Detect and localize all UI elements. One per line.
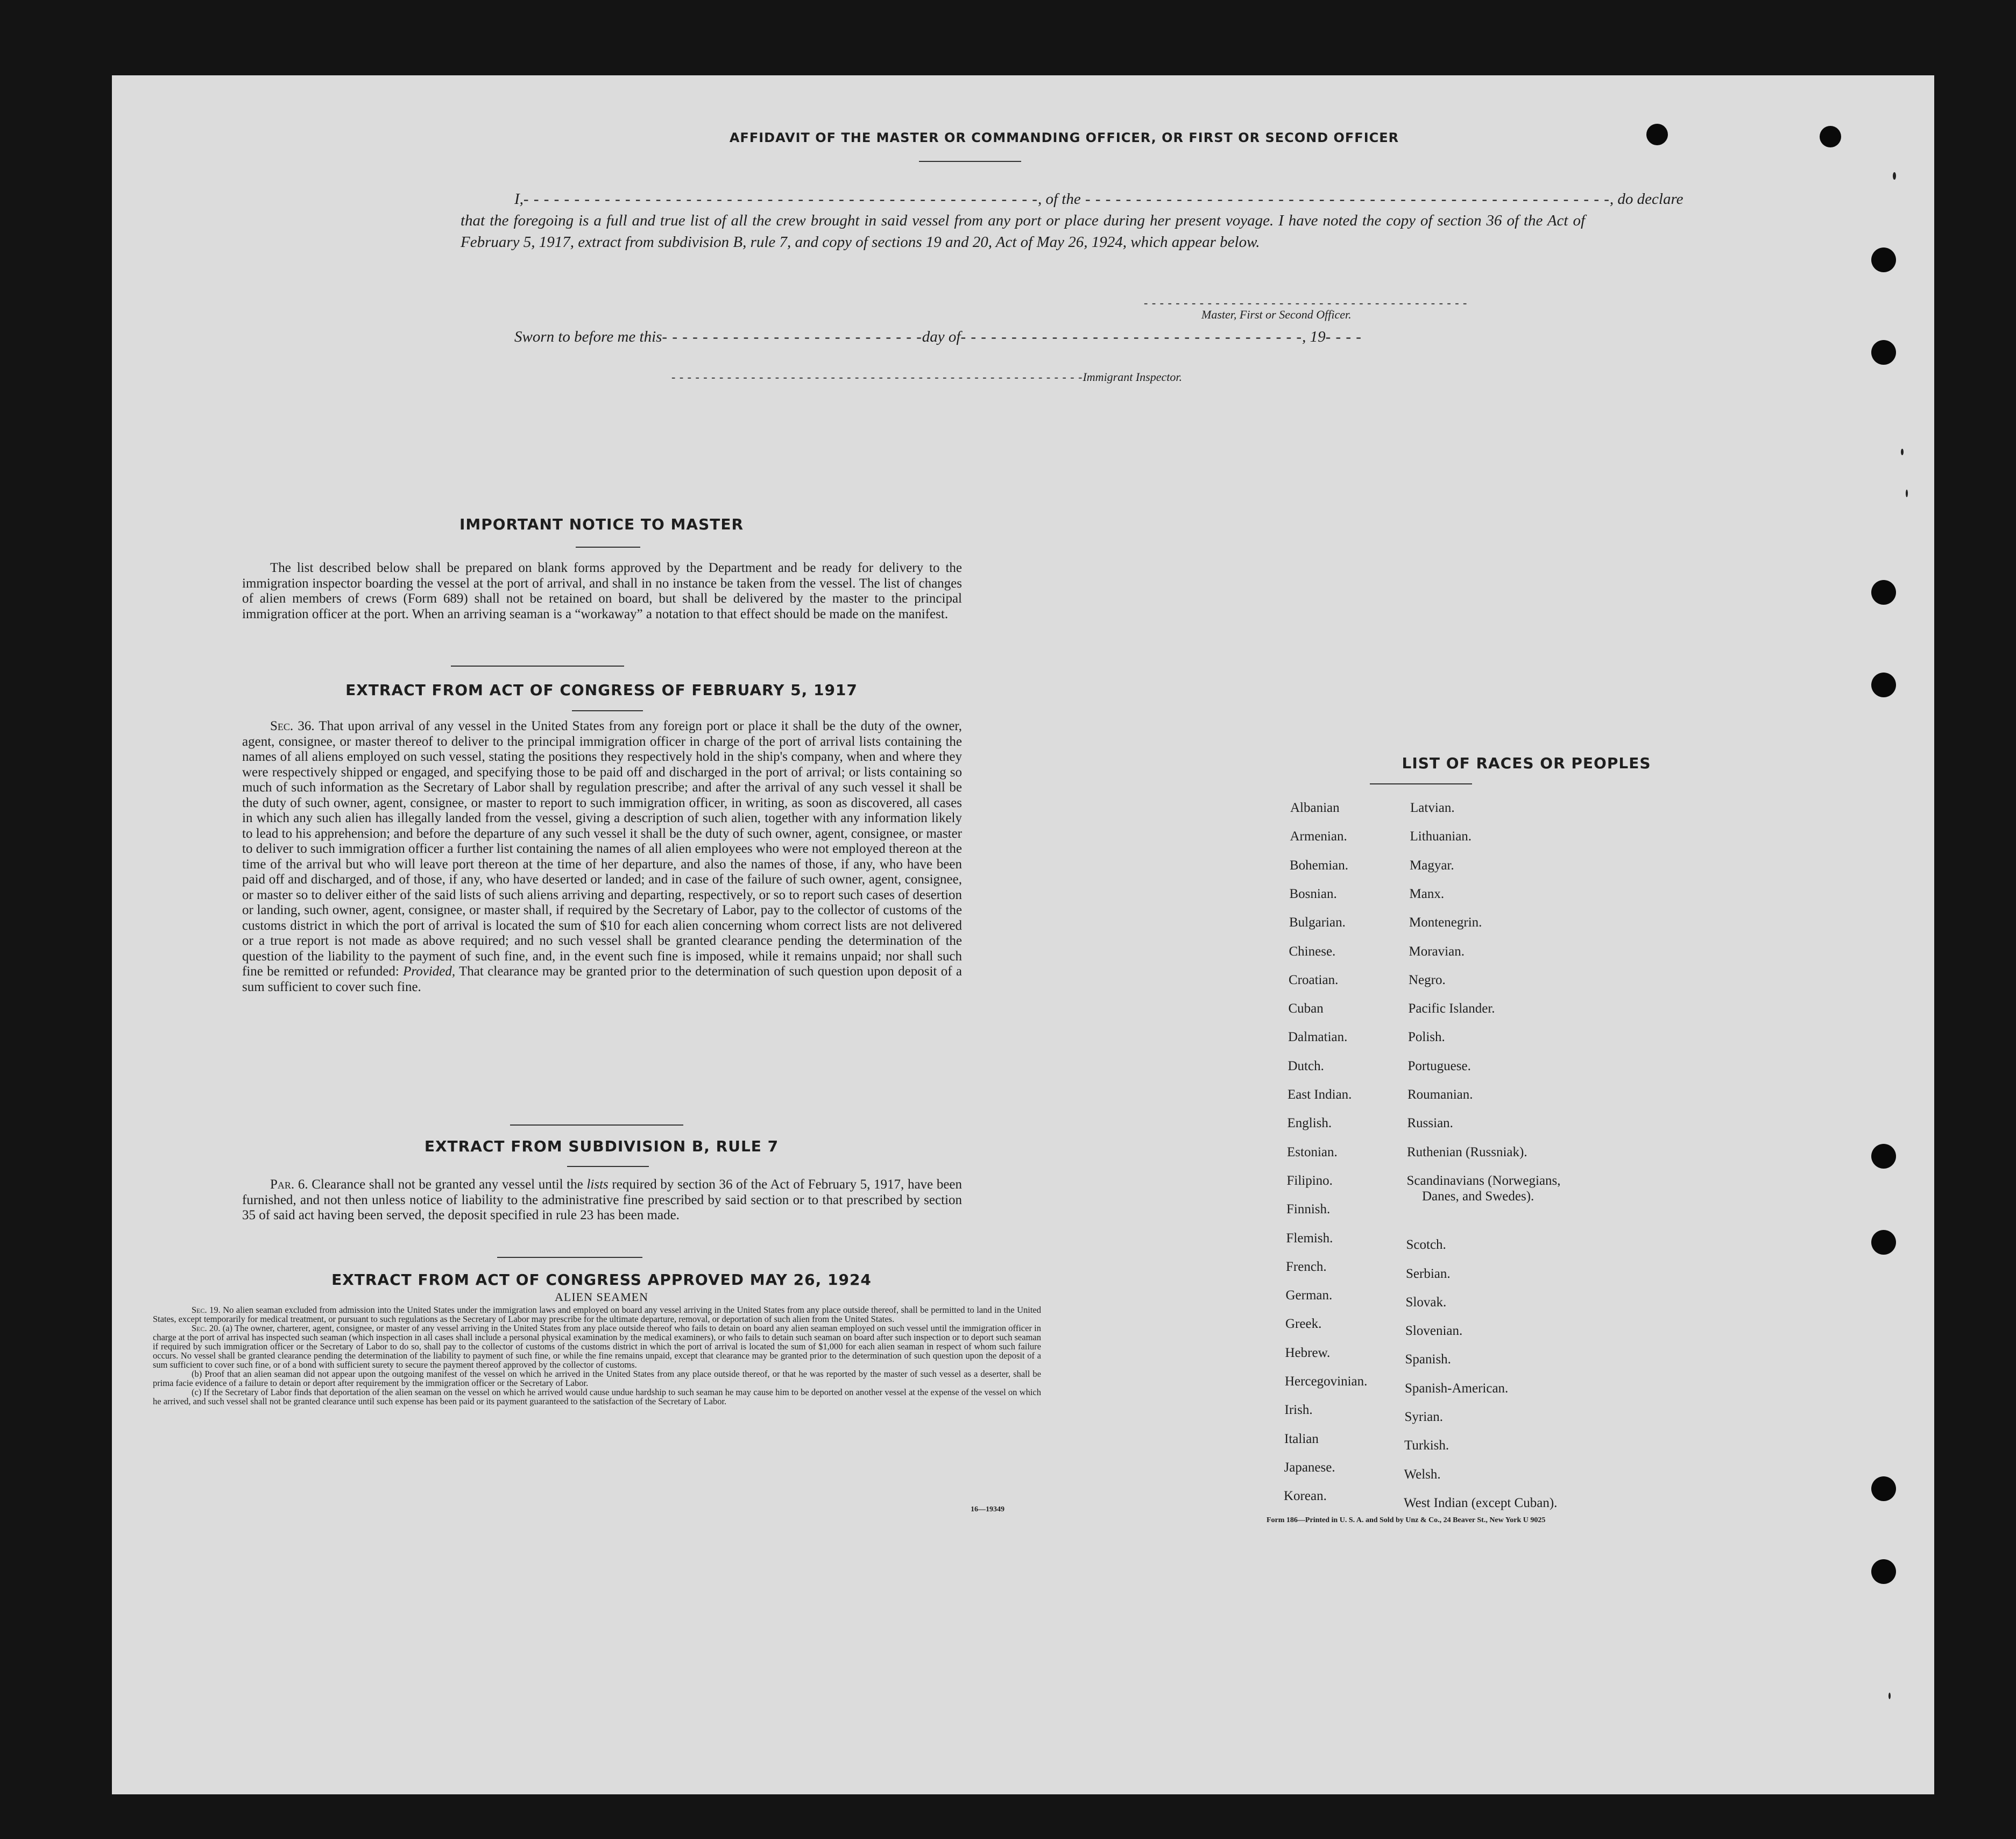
race-left-item: Estonian. bbox=[1287, 1144, 1338, 1159]
race-left-item: English. bbox=[1287, 1116, 1332, 1131]
race-left-item: Finnish. bbox=[1286, 1202, 1331, 1217]
notice-rule bbox=[576, 547, 640, 548]
extract-1917-end-rule bbox=[510, 1124, 683, 1126]
sec-20b-paragraph: (b) Proof that an alien seaman did not appear upon the outgoing manifest of the vessel on which he arrived in the United States from any place outside thereof, or that he was reported by the master of such vessel as a deserter, shall be prima facie evidence of a failure to detain or deport after requirement by the immigration officer or the Secretary of Labor. bbox=[153, 1369, 1041, 1388]
notice-end-rule bbox=[451, 666, 624, 667]
sec-36-text-a: That upon arrival of any vessel in the United States from any foreign port or place it shall be the duty of the owner, agent, consignee, or master thereof to deliver to the principal immigration officer in charge of the port of arrival lists containing the names of all aliens employed on such vessel, stating the positions they respectively hold in the ship's company, when and where they were respectively shipped or engaged, and specifying those to be paid off and discharged in the port of arrival; or lists containing so much of such information as the Secretary of Labor shall by regulation prescribe; and after the arrival of any such vessel it shall be the duty of such owner, agent, consignee, or master to report to such immigration officer, in writing, as soon as discovered, all cases in which any such alien has illegally landed from the vessel, giving a description of such alien, together with any information likely to lead to his apprehension; and before the departure of any such vessel it shall be the duty of such owner, agent, consignee, or master to deliver to such immigration officer a further list containing the names of all alien employees who were not employed thereon at the time of the arrival but who will leave port thereon at the time of her departure, and also the names of those, if any, who have been paid off and discharged, and of those, if any, who have deserted or landed; and in case of the failure of such owner, agent, consignee, or master so to deliver either of the said lists of such aliens arriving and departing, respectively, or so to report such cases of desertion or landing, such owner, agent, consignee, or master shall, if required by the Secretary of Labor, pay to the collector of customs of the customs district in which the port of arrival is located the sum of $10 for each alien concerning whom correct lists are not delivered or a true report is not made as above required; and no such vessel shall be granted clearance pending the determination of the question of the liability to the payment of such fine, and, in the event such fine is imposed, while it remains unpaid; nor shall such fine be remitted or refunded: bbox=[242, 719, 963, 979]
race-right-item: Pacific Islander. bbox=[1408, 1001, 1495, 1016]
speck bbox=[1906, 490, 1908, 497]
race-left-item: Hebrew. bbox=[1285, 1345, 1331, 1360]
race-right-item: Syrian. bbox=[1404, 1410, 1444, 1424]
sec-20c-paragraph: (c) If the Secretary of Labor finds that deportation of the alien seaman on the vessel on which he arrived would cause undue hardship to such seaman he may cause him to be deported on another vessel at the expense of the vessel on which he arrived, and such vessel shall not be granted clearance until such expense has been paid or its payment guaranteed to the satisfaction of the Secretary of Labor. bbox=[153, 1387, 1041, 1406]
binder-hole bbox=[1871, 1144, 1896, 1169]
race-right-item: West Indian (except Cuban). bbox=[1404, 1495, 1558, 1510]
binder-hole bbox=[1871, 1476, 1896, 1501]
race-right-item: Spanish. bbox=[1405, 1352, 1451, 1367]
race-left-item: Bulgarian. bbox=[1289, 915, 1346, 930]
sworn-year-label: , 19 bbox=[1302, 328, 1326, 345]
rule7-title: EXTRACT FROM SUBDIVISION B, RULE 7 bbox=[424, 1137, 779, 1155]
sec-36-label: Sec. 36. bbox=[270, 719, 315, 733]
lists-word: lists bbox=[586, 1177, 609, 1192]
inspector-label: Immigrant Inspector. bbox=[1083, 370, 1183, 384]
sec-20a-paragraph bbox=[153, 1324, 1041, 1369]
race-left-item: Greek. bbox=[1285, 1317, 1322, 1332]
extract-1917-body bbox=[242, 719, 962, 995]
document-page bbox=[112, 75, 1934, 1794]
affidavit-title: AFFIDAVIT OF THE MASTER OR COMMANDING OFFICER, OR FIRST OR SECOND OFFICER bbox=[729, 130, 1399, 145]
speck bbox=[1888, 1693, 1891, 1699]
race-right-item: Danes, and Swedes). bbox=[1422, 1189, 1534, 1204]
master-label: Master, First or Second Officer. bbox=[1201, 308, 1352, 321]
extract-1917-title: EXTRACT FROM ACT OF CONGRESS OF FEBRUARY 5, 1917 bbox=[345, 681, 858, 699]
race-right-item: Magyar. bbox=[1410, 858, 1454, 873]
race-left-item: Chinese. bbox=[1289, 944, 1336, 959]
master-signature-line: - - - - - - - - - - - - - - - - - - - - - - - - - - - - - - - - - - - - - - - - - bbox=[1144, 296, 1468, 309]
race-left-item: French. bbox=[1286, 1259, 1327, 1274]
race-right-item: Portuguese. bbox=[1407, 1058, 1471, 1073]
rule7-rule bbox=[567, 1166, 649, 1167]
race-left-item: Korean. bbox=[1284, 1489, 1327, 1504]
sec-20-label: Sec. 20. bbox=[192, 1323, 221, 1333]
form-footer: Form 186—Printed in U. S. A. and Sold by Unz & Co., 24 Beaver St., New York U 9025 bbox=[1267, 1516, 1546, 1524]
binder-hole bbox=[1871, 1559, 1896, 1584]
race-right-item: Welsh. bbox=[1404, 1467, 1441, 1482]
race-left-item: Irish. bbox=[1284, 1403, 1313, 1418]
race-left-item: Croatian. bbox=[1289, 972, 1339, 987]
race-left-item: East Indian. bbox=[1288, 1087, 1352, 1102]
sworn-day-label: day of bbox=[922, 328, 961, 345]
sworn-line: Sworn to before me this- - - - - - - - - - - - - - - - - - - - - - - - - -day of- - - - - - - - - - - - - - - - - - - - - - - - - - - - - - - - - -, 19- - - - bbox=[514, 328, 1362, 345]
binder-hole bbox=[1871, 340, 1896, 365]
race-right-item: Turkish. bbox=[1404, 1438, 1449, 1453]
race-right-item: Negro. bbox=[1409, 972, 1446, 987]
alien-seamen-subtitle: ALIEN SEAMEN bbox=[555, 1290, 648, 1304]
race-right-item: Latvian. bbox=[1410, 801, 1455, 815]
binder-hole bbox=[1871, 673, 1896, 697]
affidavit-do-declare: , do declare bbox=[1609, 190, 1683, 208]
race-right-item: Ruthenian (Russniak). bbox=[1407, 1144, 1527, 1159]
race-left-item: Dalmatian. bbox=[1288, 1030, 1348, 1045]
binder-hole bbox=[1871, 1230, 1896, 1255]
race-right-item: Russian. bbox=[1407, 1116, 1453, 1131]
race-left-item: Cuban bbox=[1288, 1001, 1324, 1016]
form-number-footnote: 16—19349 bbox=[971, 1505, 1005, 1513]
sec-19-text: No alien seaman excluded from admission into the United States under the immigration laws and employed on board any vessel arriving in the United States from any place outside thereof, shall be permitted to land in the United States, except temporarily for medical treatment, or pursuant to such regulations as the Secretary of Labor may prescribe for the ultimate departure, removal, or deportation of such alien from the United States. bbox=[153, 1305, 1041, 1324]
sec-19-label: Sec. 19. bbox=[192, 1305, 221, 1315]
race-left-item: Flemish. bbox=[1286, 1230, 1333, 1246]
race-right-item: Spanish-American. bbox=[1405, 1381, 1509, 1396]
races-title: LIST OF RACES OR PEOPLES bbox=[1402, 754, 1651, 772]
race-right-item: Scandinavians (Norwegians, bbox=[1406, 1173, 1561, 1188]
par-6-label: Par. 6. bbox=[270, 1177, 308, 1192]
sec-20a-text: (a) The owner, charterer, agent, consignee, or master of any vessel arriving in the United States from any place outside thereof who fails to detain on board any alien seaman employed on such vessel until the immigration officer in charge at the port of arrival has inspected such seaman (which inspection in all cases shall include a personal physical examination by the medical examiners), or who fails to detain such seaman on board after such inspection or to deport such seaman if required by such immigration officer or the Secretary of Labor to do so, shall pay to the collector of customs of the customs district in which the port of arrival is located the sum of $1,000 for each alien seaman in respect of whom such failure occurs. No vessel shall be granted clearance pending the determination of the liability to payment of such fine, or while the fine remains unpaid, except that clearance may be granted prior to the determination of such question upon the deposit of a sum sufficient to cover such fine, or of a bond with sufficient surety to secure the payment thereof approved by the collector of customs. bbox=[153, 1323, 1042, 1370]
affidavit-of-the: , of the bbox=[1037, 190, 1081, 208]
race-left-item: Bosnian. bbox=[1289, 886, 1337, 901]
race-right-item: Montenegrin. bbox=[1409, 915, 1482, 930]
race-right-item: Roumanian. bbox=[1407, 1087, 1473, 1102]
race-left-item: Albanian bbox=[1290, 801, 1340, 815]
rule7-end-rule bbox=[497, 1257, 642, 1258]
race-right-item: Serbian. bbox=[1406, 1266, 1451, 1281]
races-rule bbox=[1370, 783, 1472, 784]
par-6-text-a: Clearance shall not be granted any vessel until the bbox=[312, 1177, 583, 1192]
race-left-item: Filipino. bbox=[1286, 1173, 1333, 1188]
rule7-body bbox=[242, 1177, 962, 1223]
binder-hole bbox=[1646, 124, 1668, 145]
par-6-text-b: required by section 36 of the Act of February 5, 1917, have been furnished, and not then unless notice of liability to the administrative fine prescribed by said section or to that prescribed by section 35 of said act having been served, the deposit specified in rule 23 has been made. bbox=[242, 1177, 963, 1222]
race-right-item: Scotch. bbox=[1406, 1237, 1446, 1253]
race-right-item: Slovak. bbox=[1405, 1295, 1447, 1310]
race-left-item: Armenian. bbox=[1290, 829, 1347, 844]
notice-body: The list described below shall be prepared on blank forms approved by the Department and be ready for delivery to the immigration inspector boarding the vessel at the port of arrival, and shall in no instance be taken from the vessel. The list of changes of alien members of crews (Form 689) shall not be retained on board, but shall be delivered by the master to the principal immigration officer at the port. When an arriving seaman is a “workaway” a notation to that effect should be made on the manifest. bbox=[242, 561, 962, 621]
extract-1917-rule bbox=[572, 710, 643, 711]
race-right-item: Lithuanian. bbox=[1410, 829, 1472, 844]
race-right-item: Moravian. bbox=[1409, 944, 1465, 959]
binder-hole bbox=[1871, 580, 1896, 605]
extract-1924-title: EXTRACT FROM ACT OF CONGRESS APPROVED MAY 26, 1924 bbox=[331, 1271, 872, 1289]
inspector-line: - - - - - - - - - - - - - - - - - - - - - - - - - - - - - - - - - - - - - - - - - - - - - - - - - - - -Immigrant Inspector. bbox=[671, 370, 1183, 384]
binder-hole bbox=[1871, 247, 1896, 272]
affidavit-title-rule bbox=[919, 161, 1021, 162]
sec-36-text-b: That clearance may be granted prior to the determination of such question upon deposit of a sum sufficient to cover such fine. bbox=[242, 964, 962, 994]
sec-19-paragraph bbox=[153, 1305, 1041, 1324]
race-left-item: Bohemian. bbox=[1290, 858, 1349, 873]
race-left-item: German. bbox=[1285, 1288, 1333, 1303]
race-left-item: Dutch. bbox=[1288, 1058, 1324, 1073]
speck bbox=[1901, 449, 1904, 455]
notice-title: IMPORTANT NOTICE TO MASTER bbox=[459, 515, 744, 533]
race-left-item: Italian bbox=[1284, 1431, 1319, 1446]
affidavit-body: that the foregoing is a full and true list of all the crew brought in said vessel from any port or place during her present voyage. I have noted the copy of section 36 of the Act of February 5, 1917, extract from subdivision B, rule 7, and copy of sections 19 and 20, Act of May 26, 1924, which appear below. bbox=[461, 212, 1585, 251]
extract-1924-body bbox=[153, 1305, 1041, 1406]
speck bbox=[1893, 172, 1896, 180]
race-right-item: Slovenian. bbox=[1405, 1324, 1463, 1339]
race-left-item: Japanese. bbox=[1284, 1460, 1335, 1475]
affidavit-i: I, bbox=[514, 190, 524, 208]
provided-word: Provided, bbox=[403, 964, 456, 979]
race-right-item: Polish. bbox=[1408, 1030, 1445, 1045]
affidavit-line1: I,- - - - - - - - - - - - - - - - - - - - - - - - - - - - - - - - - - - - - - - - - - - - - - - - - - -, of the - - - - - - - - - - - - - - - - - - - - - - - - - - - - - - - - - - - - - - - - - - - - - - - - - - - -, do declare bbox=[514, 190, 1683, 208]
sworn-label: Sworn to before me this bbox=[514, 328, 662, 345]
race-right-item: Manx. bbox=[1409, 886, 1445, 901]
binder-hole bbox=[1820, 126, 1841, 147]
race-left-item: Hercegovinian. bbox=[1285, 1374, 1368, 1389]
